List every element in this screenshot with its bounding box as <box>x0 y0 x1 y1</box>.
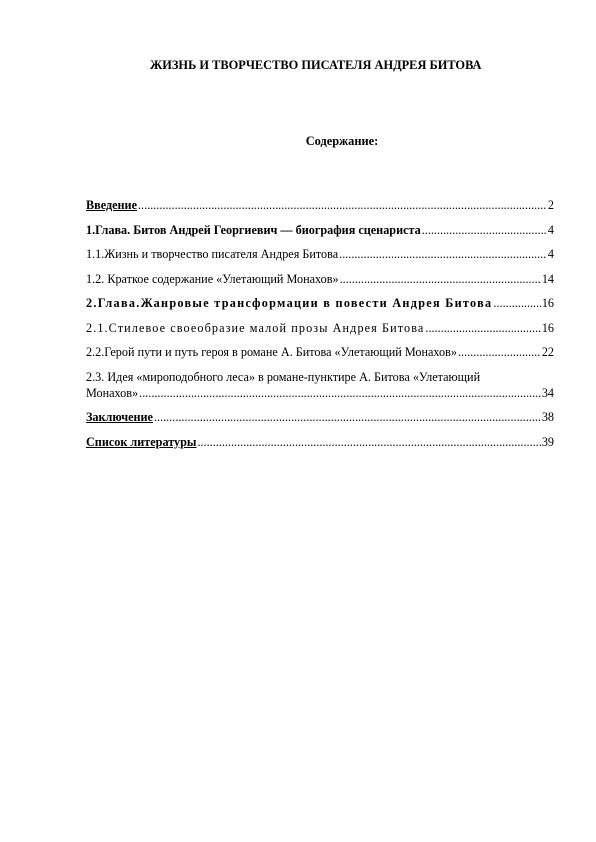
toc-entry-conclusion[interactable] <box>86 409 554 425</box>
toc-entry-title: 2.1.Стилевое своеобразие малой прозы Андрея Битова <box>86 320 425 335</box>
dot-leader <box>154 409 541 425</box>
dot-leader <box>425 320 540 336</box>
toc-page-number: 4 <box>547 222 554 237</box>
toc-entry-title-line-2: Монахов» <box>86 385 139 400</box>
toc-entry-title: 1.2. Краткое содержание «Улетающий Монахов» <box>86 271 339 286</box>
dot-leader <box>197 434 540 450</box>
toc-page-number: 4 <box>547 247 554 261</box>
toc-entry-title: 2.2.Герой пути и путь героя в романе А. Битова «Улетающий Монахов» <box>86 345 457 359</box>
toc-page-number: 16 <box>541 296 554 310</box>
toc-page-number: 14 <box>541 271 554 286</box>
toc-entry-chapter-2[interactable] <box>86 295 554 311</box>
toc-page-number: 34 <box>541 385 554 400</box>
toc-entry-chapter-1[interactable] <box>86 222 554 238</box>
document-title: ЖИЗНЬ И ТВОРЧЕСТВО ПИСАТЕЛЯ АНДРЕЯ БИТОВА <box>150 58 482 72</box>
toc-entry-introduction[interactable] <box>86 197 554 213</box>
toc-entry-section-1-2[interactable] <box>86 271 554 287</box>
toc-entry-title-line-1: 2.3. Идея «мироподобного леса» в романе-пунктире А. Битова «Улетающий <box>86 369 481 384</box>
toc-page-number: 2 <box>547 198 554 212</box>
toc-entry-section-1-1[interactable] <box>86 246 554 262</box>
toc-page-number: 39 <box>541 434 554 449</box>
dot-leader <box>138 197 547 213</box>
dot-leader <box>139 385 541 401</box>
toc-page-number: 16 <box>541 320 554 335</box>
dot-leader <box>493 295 540 311</box>
toc-entry-bibliography[interactable] <box>86 434 554 450</box>
toc-entry-title: 1.Глава. Битов Андрей Георгиевич — биография сценариста <box>86 222 421 237</box>
toc-entry-section-2-1[interactable] <box>86 320 554 336</box>
toc-entry-section-2-2[interactable] <box>86 344 554 360</box>
toc-page-number: 38 <box>541 410 554 424</box>
dot-leader <box>422 222 547 238</box>
toc-entry-title: Заключение <box>86 410 153 424</box>
dot-leader <box>339 246 547 262</box>
dot-leader <box>340 271 541 287</box>
table-of-contents <box>86 197 554 458</box>
toc-entry-title: 1.1.Жизнь и творчество писателя Андрея Битова <box>86 247 339 261</box>
toc-heading: Содержание: <box>305 134 379 148</box>
toc-entry-title: Список литературы <box>86 434 197 449</box>
toc-entry-title: Введение <box>86 198 137 212</box>
toc-page-number: 22 <box>541 345 554 359</box>
toc-entry-title: 2.Глава.Жанровые трансформации в повести Андрея Битова <box>86 296 493 310</box>
toc-entry-section-2-3[interactable] <box>86 369 554 401</box>
dot-leader <box>458 344 541 360</box>
